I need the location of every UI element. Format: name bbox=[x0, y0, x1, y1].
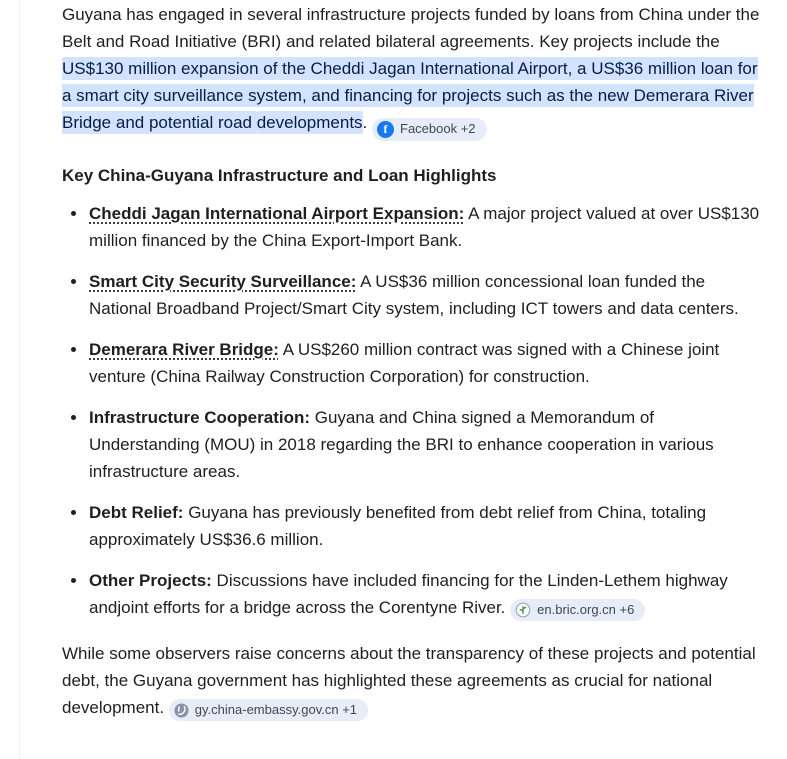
term-label-cooperation: Infrastructure Cooperation: bbox=[89, 407, 311, 427]
highlights-list bbox=[62, 200, 763, 621]
term-description: Guyana has previously benefited from debt relief from China, totaling approximately US$36.6 million. bbox=[89, 502, 707, 549]
intro-paragraph bbox=[62, 1, 763, 141]
list-item-smart-city bbox=[88, 268, 763, 322]
closing-paragraph bbox=[62, 640, 763, 722]
highlighted-citation-text[interactable]: US$130 million expansion of the Cheddi Jagan International Airport, a US$36 million loan for a smart city surveillance system, and financing for projects such as the new Demerara River Bridge and potential road bbox=[62, 59, 758, 132]
list-item-demerara-bridge bbox=[88, 336, 763, 390]
left-edge-divider bbox=[19, 0, 20, 759]
term-description: A US$260 million contract was signed with a Chinese joint venture (China Railway Construction Corporation) for construction. bbox=[89, 339, 720, 386]
term-description: Discussions have included financing for the Linden-Lethem highway andjoint efforts for a bridge across the Corentyne River. bbox=[89, 570, 728, 617]
term-label-other-projects: Other Projects: bbox=[89, 570, 212, 590]
response-content bbox=[62, 0, 763, 721]
list-item-other-projects bbox=[88, 567, 763, 621]
citation-chip-label: Facebook +2 bbox=[400, 121, 476, 136]
citation-chip-facebook[interactable] bbox=[372, 118, 487, 141]
site-favicon-icon bbox=[515, 602, 531, 618]
term-description: Guyana and China signed a Memorandum of Understanding (MOU) in 2018 regarding the BRI to enhance cooperation in various infrastructure areas. bbox=[89, 407, 714, 481]
list-item-airport-expansion bbox=[88, 200, 763, 254]
closing-text: While some observers raise concerns about the transparency of these projects and potential debt, the Guyana government has highlighted these agreements as crucial for national development. bbox=[62, 643, 756, 717]
term-link-smart-city[interactable]: Smart City Security Surveillance: bbox=[89, 271, 357, 291]
section-heading: Key China-Guyana Infrastructure and Loan Highlights bbox=[62, 165, 497, 185]
globe-icon bbox=[174, 703, 189, 718]
term-description: A major project valued at over US$130 million financed by the China Export-Import Bank. bbox=[89, 203, 760, 250]
term-link-demerara-bridge[interactable]: Demerara River Bridge: bbox=[89, 339, 279, 359]
citation-chip-label: en.bric.org.cn +6 bbox=[537, 601, 635, 617]
list-item-infrastructure-cooperation bbox=[88, 404, 763, 485]
intro-text-after: . bbox=[362, 113, 372, 132]
highlighted-citation-text-end[interactable]: developments bbox=[256, 113, 363, 132]
term-description: A US$36 million concessional loan funded the National Broadband Project/Smart City system, including ICT towers and data centers. bbox=[89, 271, 739, 318]
list-item-debt-relief bbox=[88, 499, 763, 553]
term-link-airport[interactable]: Cheddi Jagan International Airport Expansion: bbox=[89, 203, 465, 223]
citation-chip-bric[interactable] bbox=[510, 599, 645, 621]
citation-chip-embassy[interactable] bbox=[169, 699, 368, 721]
intro-text: Guyana has engaged in several infrastructure projects funded by loans from China under the Belt and Road Initiative (BRI) and related bilateral agreements. Key projects include the bbox=[62, 5, 760, 51]
citation-chip-label: gy.china-embassy.gov.cn +1 bbox=[194, 702, 358, 717]
term-label-debt-relief: Debt Relief: bbox=[89, 502, 184, 522]
facebook-icon: f bbox=[377, 121, 394, 138]
